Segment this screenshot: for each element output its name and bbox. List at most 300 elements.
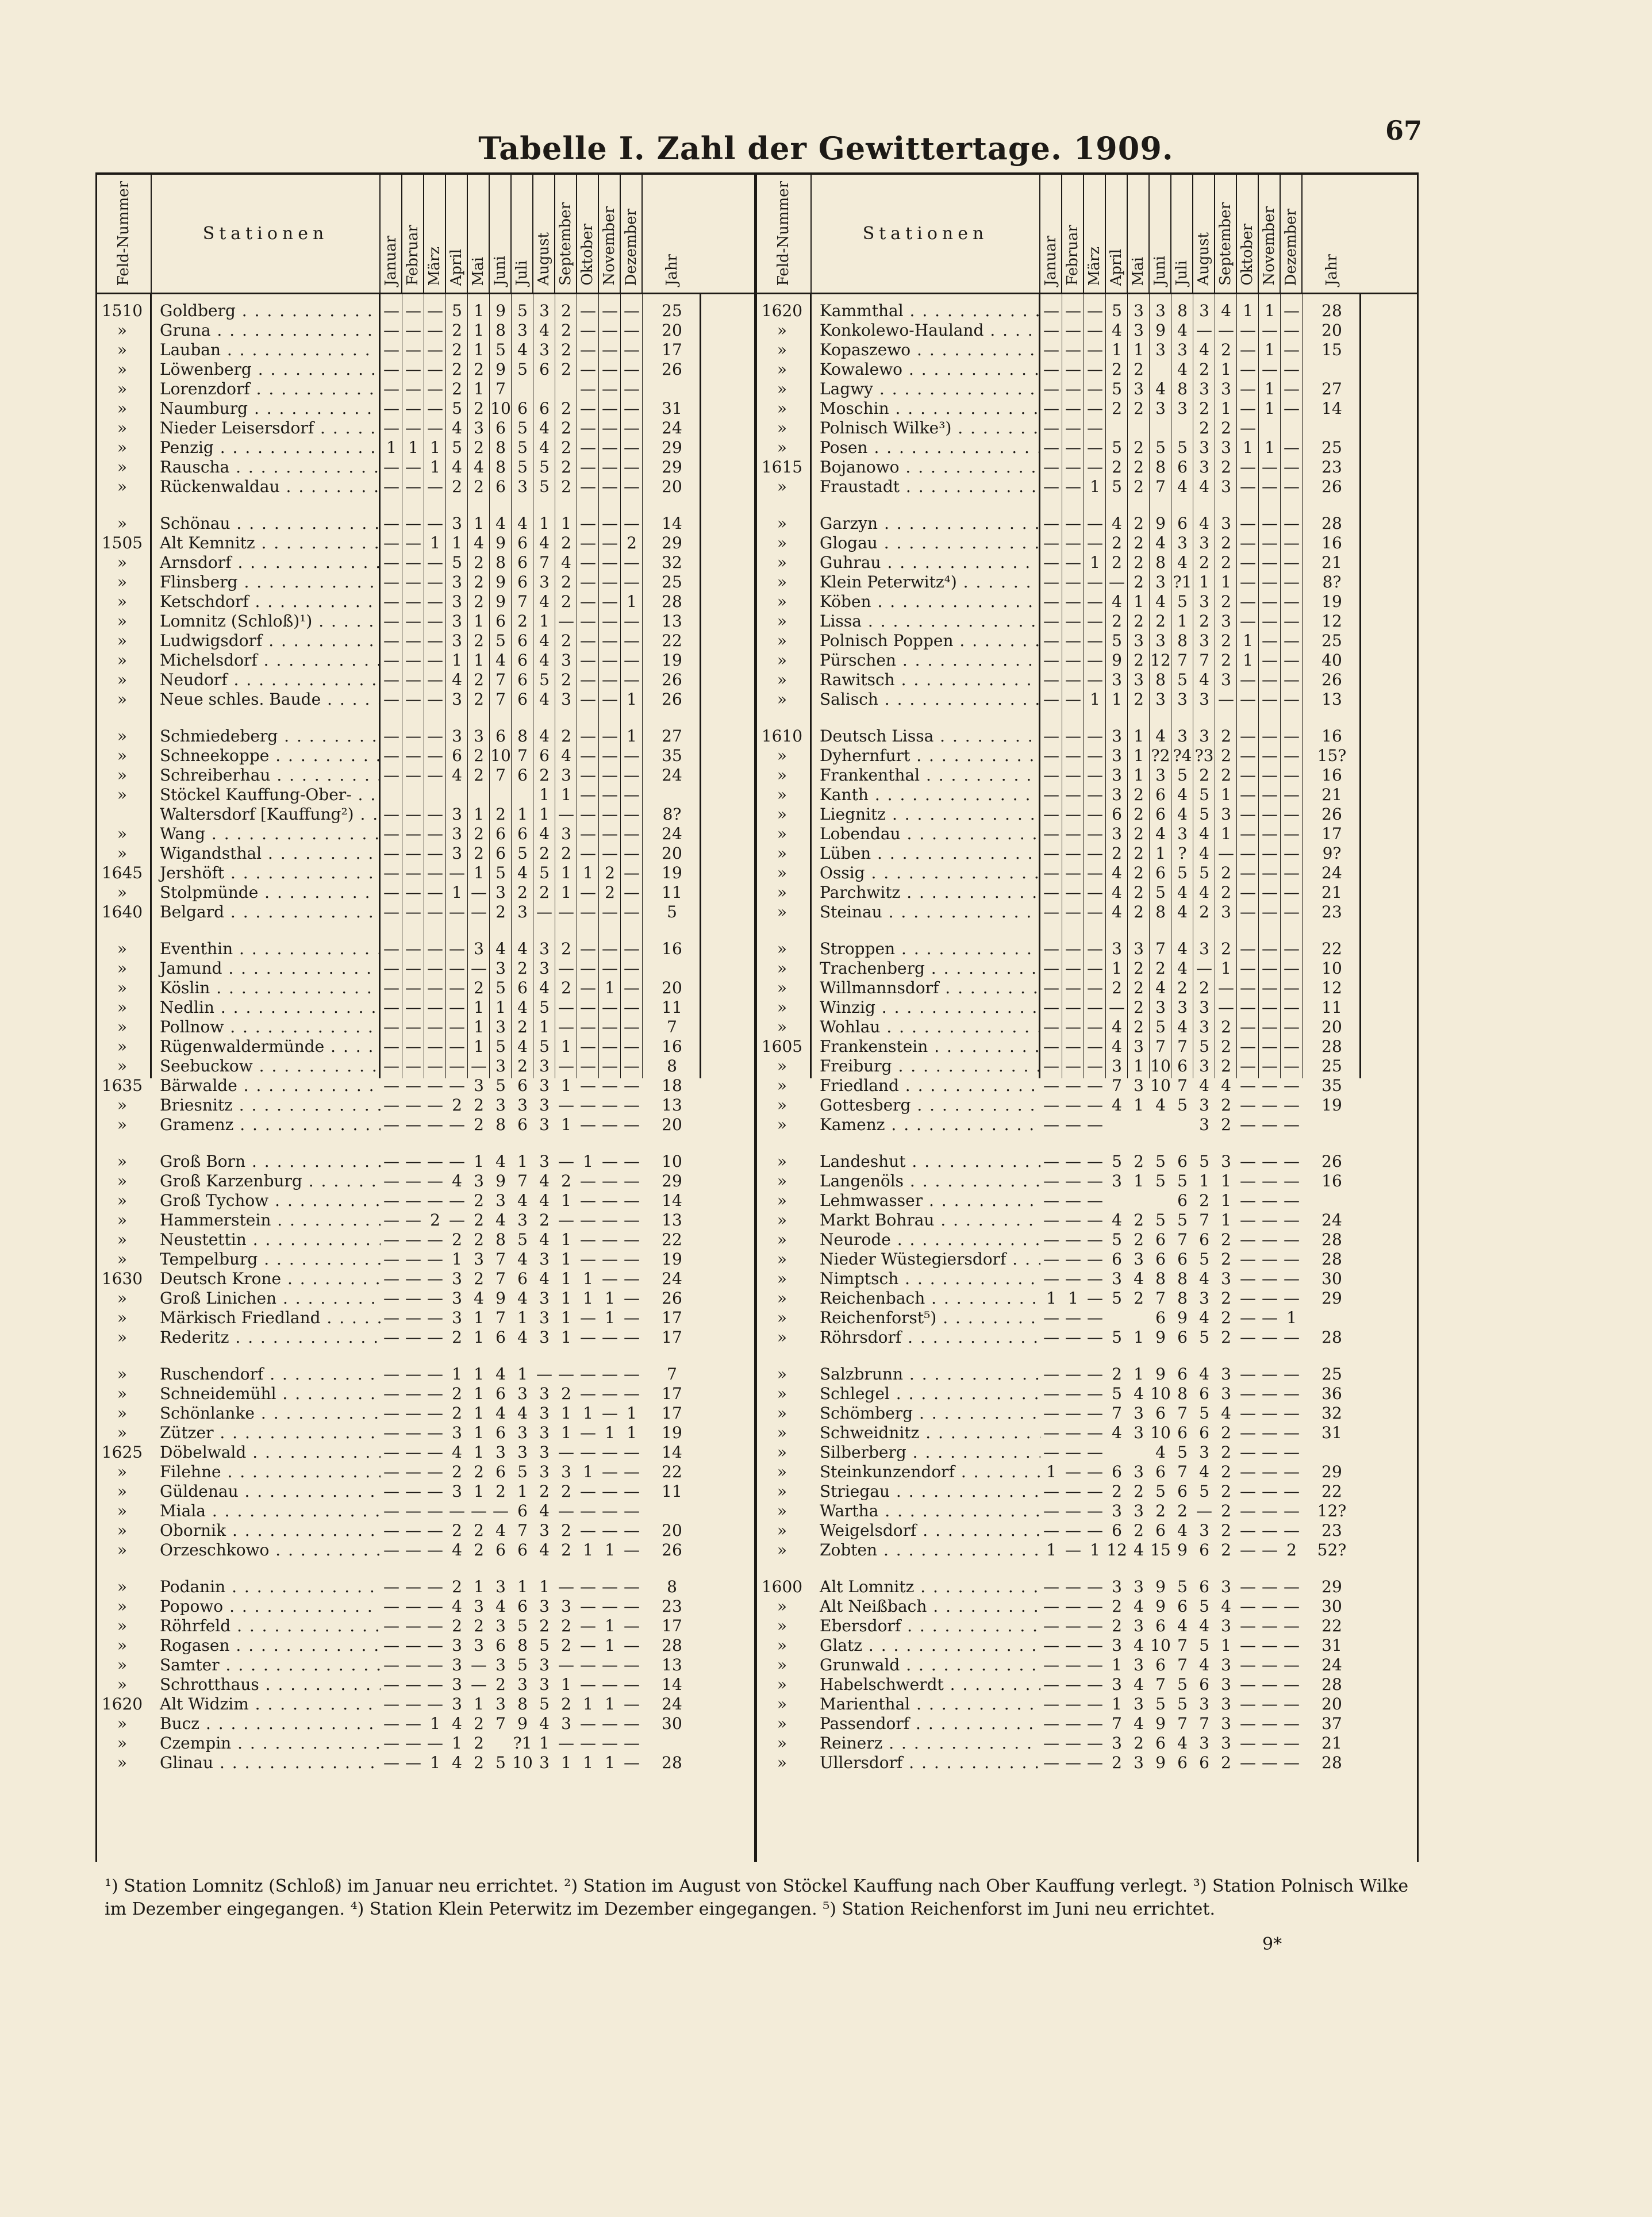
month-value: — — [580, 651, 596, 670]
month-value: — — [1065, 1521, 1081, 1540]
month-value: — — [1043, 399, 1059, 418]
month-value: 2 — [474, 399, 484, 418]
month-value: 2 — [474, 1753, 484, 1772]
month-value: 1 — [1134, 766, 1144, 785]
month-value: 4 — [539, 321, 550, 340]
table-row — [757, 1675, 1417, 1695]
station-name: Rückenwaldau . . . — [152, 477, 381, 497]
month-value: — — [405, 1211, 421, 1229]
month-value: 2 — [1221, 1423, 1231, 1442]
month-value: — — [602, 612, 618, 631]
year-total: 19 — [662, 1250, 682, 1269]
month-value: 6 — [517, 572, 528, 591]
header-month-6-label: Juni — [491, 255, 509, 286]
table-row — [757, 1734, 1417, 1753]
feld-nummer: » — [117, 1230, 128, 1249]
month-value: 6 — [517, 1501, 528, 1520]
station-name: Kamenz . . . — [812, 1115, 1040, 1135]
month-value: 12 — [1150, 651, 1171, 670]
month-value: — — [1240, 1037, 1256, 1056]
month-value: 5 — [495, 1076, 506, 1095]
year-total: 22 — [1321, 1616, 1342, 1635]
month-value: 5 — [1112, 1152, 1122, 1171]
month-value: — — [427, 1577, 443, 1596]
month-value: — — [1240, 1056, 1256, 1075]
header-month-9 — [1215, 175, 1237, 293]
month-value: 1 — [1265, 438, 1275, 457]
month-value: 1 — [1221, 824, 1231, 843]
station-name: Frankenthal . . . — [812, 766, 1040, 785]
month-value: — — [558, 1017, 574, 1036]
month-value: — — [1284, 785, 1300, 804]
month-value: 3 — [1112, 1734, 1122, 1753]
year-total: 26 — [662, 360, 682, 379]
month-value: — — [1284, 1250, 1300, 1269]
month-value: 2 — [561, 631, 571, 650]
table-row — [97, 766, 754, 785]
month-value: — — [1043, 1152, 1059, 1171]
month-value: 2 — [1221, 1501, 1231, 1520]
month-value: 3 — [1177, 690, 1188, 709]
month-value: — — [1043, 438, 1059, 457]
table-row — [97, 1115, 754, 1135]
station-name: Nieder Leisersdorf . . . — [152, 418, 381, 438]
month-value: 2 — [452, 360, 462, 379]
station-name: Fraustadt . . . — [812, 477, 1040, 497]
month-value: 6 — [1199, 1384, 1209, 1403]
table-row — [757, 1482, 1417, 1501]
month-value: — — [1087, 824, 1103, 843]
month-value: — — [1087, 418, 1103, 437]
station-name: Miala . . . — [152, 1501, 381, 1521]
month-value: 2 — [474, 592, 484, 611]
month-value: — — [1065, 533, 1081, 552]
feld-nummer: » — [117, 1152, 128, 1171]
month-value: — — [449, 1037, 465, 1056]
month-value: 1 — [1199, 1171, 1209, 1190]
month-value: 1 — [1243, 631, 1253, 650]
month-value: — — [1065, 1462, 1081, 1481]
month-value: 1 — [605, 1695, 615, 1713]
feld-nummer: » — [117, 1096, 128, 1115]
month-value: — — [624, 1191, 640, 1210]
month-value: 5 — [1199, 1152, 1209, 1171]
table-row — [97, 514, 754, 533]
table-body-right — [757, 294, 1417, 1862]
year-total: 7 — [667, 1017, 677, 1036]
month-value: 2 — [1112, 978, 1122, 997]
table-header-left — [97, 175, 754, 294]
month-value: 4 — [539, 651, 550, 670]
station-name: Czempin . . . — [152, 1734, 381, 1753]
table-row — [757, 1616, 1417, 1636]
month-value: — — [1262, 553, 1278, 572]
month-value: 1 — [1046, 1462, 1056, 1481]
month-value: 6 — [1199, 1540, 1209, 1559]
month-value: 4 — [1112, 321, 1122, 340]
month-value: 5 — [1112, 477, 1122, 496]
month-value: — — [427, 1308, 443, 1327]
month-value: 1 — [561, 514, 571, 533]
month-value: — — [624, 978, 640, 997]
month-value: 3 — [1221, 1577, 1231, 1596]
station-name: Popowo . . . — [152, 1597, 381, 1616]
month-value: — — [1240, 1384, 1256, 1403]
month-value: 1 — [1265, 301, 1275, 320]
month-value: — — [405, 1096, 421, 1115]
month-value: 5 — [1177, 438, 1188, 457]
month-value: — — [602, 592, 618, 611]
station-name: Ketschdorf . . . — [152, 592, 381, 612]
month-value: 3 — [1134, 301, 1144, 320]
month-value: — — [383, 1597, 399, 1616]
month-value: — — [558, 1501, 574, 1520]
month-value: 4 — [1112, 883, 1122, 902]
month-value: — — [1240, 746, 1256, 765]
month-value: 3 — [539, 1675, 550, 1694]
month-value: — — [405, 824, 421, 843]
month-value: 2 — [561, 418, 571, 437]
month-value: 2 — [452, 1404, 462, 1423]
header-month-8-label: August — [1195, 232, 1212, 286]
month-value: — — [624, 746, 640, 765]
month-value: — — [602, 1577, 618, 1596]
month-value: 1 — [605, 1616, 615, 1635]
month-value: — — [427, 1655, 443, 1674]
month-value: 4 — [1155, 978, 1166, 997]
month-value: 5 — [1112, 1384, 1122, 1403]
month-value: — — [1240, 690, 1256, 709]
station-name: Neudorf . . . — [152, 670, 381, 690]
month-value: 2 — [1134, 690, 1144, 709]
month-value: — — [1087, 766, 1103, 785]
month-value: — — [1065, 1443, 1081, 1462]
month-value: 7 — [1199, 651, 1209, 670]
month-value: 5 — [517, 1616, 528, 1635]
month-value: 5 — [1199, 863, 1209, 882]
month-value: 4 — [1134, 1597, 1144, 1616]
month-value: 6 — [1155, 1655, 1166, 1674]
month-value: 1 — [1134, 592, 1144, 611]
month-value: — — [1284, 1695, 1300, 1713]
table-row — [97, 1171, 754, 1191]
month-value — [381, 785, 402, 805]
table-row — [757, 379, 1417, 399]
month-value: 10 — [512, 1753, 533, 1772]
station-name: Schreiberhau . . . — [152, 766, 381, 785]
month-value: — — [1087, 1423, 1103, 1442]
month-value: — — [1065, 883, 1081, 902]
month-value: 2 — [452, 1328, 462, 1347]
year-total: 35 — [1321, 1076, 1342, 1095]
year-total: 24 — [662, 418, 682, 437]
header-month-3-label: März — [1086, 246, 1103, 286]
month-value: 4 — [517, 863, 528, 882]
year-total: 17 — [662, 1384, 682, 1403]
month-value: 4 — [517, 340, 528, 359]
month-value: 3 — [1221, 1675, 1231, 1694]
month-value: 9 — [1155, 1365, 1166, 1384]
month-value: 5 — [539, 863, 550, 882]
month-value: 3 — [1155, 690, 1166, 709]
feld-nummer: » — [777, 1384, 787, 1403]
month-value: — — [1240, 670, 1256, 689]
year-total: 21 — [1321, 785, 1342, 804]
feld-nummer: » — [777, 592, 787, 611]
month-value: 1 — [561, 1328, 571, 1347]
month-value: — — [427, 902, 443, 921]
year-total: 13 — [1321, 690, 1342, 709]
year-total: 14 — [662, 514, 682, 533]
header-month-5-label: Mai — [470, 256, 487, 286]
month-value: 2 — [452, 1577, 462, 1596]
month-value: — — [1065, 844, 1081, 863]
month-value: 1 — [474, 1152, 484, 1171]
month-value: 4 — [1155, 1096, 1166, 1115]
feld-nummer: 1505 — [101, 533, 143, 552]
month-value: 7 — [1177, 1714, 1188, 1733]
month-value: 1 — [452, 1734, 462, 1753]
year-total: 22 — [662, 1230, 682, 1249]
month-value: 3 — [474, 1597, 484, 1616]
month-value: — — [1087, 1250, 1103, 1269]
month-value: 3 — [1134, 1655, 1144, 1674]
year-total: 22 — [1321, 939, 1342, 958]
year-total: 29 — [662, 1171, 682, 1190]
month-value: — — [558, 1365, 574, 1384]
month-value: — — [1240, 939, 1256, 958]
month-value: — — [580, 1636, 596, 1655]
month-value: — — [602, 651, 618, 670]
month-value: 2 — [452, 1384, 462, 1403]
year-total: 5 — [667, 902, 677, 921]
station-name: Zobten . . . — [812, 1540, 1040, 1560]
month-value: — — [624, 1056, 640, 1075]
month-value: — — [1262, 1462, 1278, 1481]
month-value: — — [1043, 514, 1059, 533]
month-value: — — [1284, 1056, 1300, 1075]
month-value: — — [1043, 670, 1059, 689]
month-value: 1 — [1112, 1655, 1122, 1674]
month-value: — — [1065, 651, 1081, 670]
month-value: 2 — [474, 670, 484, 689]
month-value: 3 — [474, 727, 484, 746]
month-value: 5 — [1199, 1250, 1209, 1269]
month-value: 6 — [517, 1076, 528, 1095]
month-value: — — [1284, 1404, 1300, 1423]
month-value: — — [624, 766, 640, 785]
month-value: 2 — [539, 1211, 550, 1229]
month-value: — — [624, 1714, 640, 1733]
month-value: — — [405, 844, 421, 863]
month-value: — — [1043, 458, 1059, 477]
month-value: — — [1065, 1056, 1081, 1075]
month-value: 7 — [1112, 1714, 1122, 1733]
month-value: 5 — [539, 670, 550, 689]
month-value: 2 — [452, 1230, 462, 1249]
month-value: — — [449, 1211, 465, 1229]
feld-nummer: » — [777, 1115, 787, 1134]
month-value: — — [602, 1365, 618, 1384]
month-value: — — [1087, 805, 1103, 824]
month-value: 5 — [1112, 1289, 1122, 1308]
month-value: 5 — [517, 1462, 528, 1481]
station-name: Alt Lomnitz . . . — [812, 1577, 1040, 1597]
header-feld-nummer — [757, 175, 812, 293]
month-value: 7 — [1177, 1076, 1188, 1095]
month-value: 1 — [1221, 572, 1231, 591]
month-value: — — [1065, 1211, 1081, 1229]
month-value: 2 — [561, 1171, 571, 1190]
station-name: Michelsdorf . . . — [152, 651, 381, 670]
header-month-1-label: Januar — [1042, 235, 1059, 286]
month-value: 3 — [1221, 1616, 1231, 1635]
month-value: — — [1240, 1171, 1256, 1190]
station-name: Steinkunzendorf . . . — [812, 1462, 1040, 1482]
month-value: — — [602, 631, 618, 650]
month-value: — — [580, 1365, 596, 1384]
month-value: 1 — [539, 1734, 550, 1753]
year-total: 31 — [1321, 1636, 1342, 1655]
month-value: 2 — [1221, 553, 1231, 572]
month-value: — — [405, 1308, 421, 1327]
month-value: — — [602, 766, 618, 785]
month-value: — — [427, 1037, 443, 1056]
month-value: 3 — [1221, 438, 1231, 457]
year-total — [1303, 1443, 1361, 1462]
month-value: 9 — [495, 1289, 506, 1308]
month-value: — — [1087, 1734, 1103, 1753]
table-row — [97, 553, 754, 572]
month-value: — — [1284, 902, 1300, 921]
month-value: — — [1262, 592, 1278, 611]
month-value: — — [383, 1328, 399, 1347]
month-value: — — [405, 1675, 421, 1694]
month-value: — — [405, 1152, 421, 1171]
month-value: 2 — [1134, 959, 1144, 978]
table-row — [757, 321, 1417, 340]
table-row — [97, 1365, 754, 1384]
month-value: — — [1087, 1096, 1103, 1115]
station-name: Nimptsch . . . — [812, 1269, 1040, 1289]
month-value: 4 — [1199, 1655, 1209, 1674]
month-value: — — [1262, 1597, 1278, 1616]
month-value: — — [558, 1443, 574, 1462]
header-month-5 — [468, 175, 490, 293]
month-value: 2 — [1199, 553, 1209, 572]
month-value: — — [1240, 1230, 1256, 1249]
month-value: 4 — [495, 1597, 506, 1616]
month-value: — — [602, 399, 618, 418]
month-value: — — [1262, 1056, 1278, 1075]
month-value: — — [1065, 1675, 1081, 1694]
month-value: — — [580, 1017, 596, 1036]
month-value: 6 — [517, 1269, 528, 1288]
month-value: 7 — [495, 379, 506, 398]
header-month-4 — [446, 175, 468, 293]
month-value: 2 — [1134, 1152, 1144, 1171]
month-value: — — [580, 1675, 596, 1694]
month-value: 6 — [495, 1636, 506, 1655]
month-value: — — [405, 301, 421, 320]
month-value: 1 — [1134, 727, 1144, 746]
table-row — [757, 1308, 1417, 1328]
month-value: 1 — [561, 1115, 571, 1134]
month-value: — — [1196, 959, 1212, 978]
month-value — [555, 379, 577, 399]
month-value: — — [580, 553, 596, 572]
month-value: — — [1240, 399, 1256, 418]
month-value: 3 — [561, 1597, 571, 1616]
table-row — [757, 670, 1417, 690]
month-value: — — [1087, 1289, 1103, 1308]
month-value: 2 — [1155, 1501, 1166, 1520]
month-value: 4 — [1155, 824, 1166, 843]
year-total: 19 — [662, 651, 682, 670]
table-row — [757, 1096, 1417, 1115]
month-value: — — [427, 1096, 443, 1115]
month-value: 3 — [452, 612, 462, 631]
year-total: 14 — [1321, 399, 1342, 418]
month-value: 1 — [1221, 785, 1231, 804]
month-value: 2 — [561, 1616, 571, 1635]
month-value: 1 — [474, 1443, 484, 1462]
month-value: — — [1240, 1675, 1256, 1694]
month-value: — — [1262, 1171, 1278, 1190]
month-value: — — [1262, 612, 1278, 631]
month-value: 4 — [1221, 1404, 1231, 1423]
feld-nummer: » — [777, 1269, 787, 1288]
month-value: — — [1043, 1384, 1059, 1403]
month-value: 2 — [1112, 1597, 1122, 1616]
month-value: 2 — [1199, 360, 1209, 379]
month-value: — — [580, 670, 596, 689]
feld-nummer: » — [117, 651, 128, 670]
month-value: — — [624, 1443, 640, 1462]
month-value: — — [624, 1211, 640, 1229]
month-value: 5 — [517, 418, 528, 437]
month-value: — — [383, 727, 399, 746]
month-value: — — [427, 766, 443, 785]
month-value: 1 — [1221, 1171, 1231, 1190]
month-value: — — [383, 514, 399, 533]
month-value: 3 — [539, 1443, 550, 1462]
station-name: Freiburg . . . — [812, 1056, 1040, 1076]
month-value: — — [1065, 1597, 1081, 1616]
month-value: — — [427, 340, 443, 359]
table-row — [757, 1211, 1417, 1230]
month-value: 4 — [1177, 805, 1188, 824]
feld-nummer: » — [777, 1076, 787, 1095]
table-row — [97, 824, 754, 844]
month-value: 5 — [495, 1037, 506, 1056]
year-total: 27 — [1321, 379, 1342, 398]
month-value: — — [580, 1521, 596, 1540]
month-value: 1 — [452, 651, 462, 670]
month-value: — — [1262, 766, 1278, 785]
feld-nummer: » — [777, 1096, 787, 1115]
year-total: 12 — [1321, 612, 1342, 631]
station-name: Bucz . . . — [152, 1714, 381, 1734]
month-value: — — [1087, 1171, 1103, 1190]
month-value: — — [1087, 785, 1103, 804]
month-value: 1 — [408, 438, 418, 457]
month-value: 1 — [517, 1308, 528, 1327]
month-value: — — [1065, 1695, 1081, 1713]
month-value: — — [1240, 1423, 1256, 1442]
month-value: — — [383, 746, 399, 765]
month-value: — — [1043, 902, 1059, 921]
